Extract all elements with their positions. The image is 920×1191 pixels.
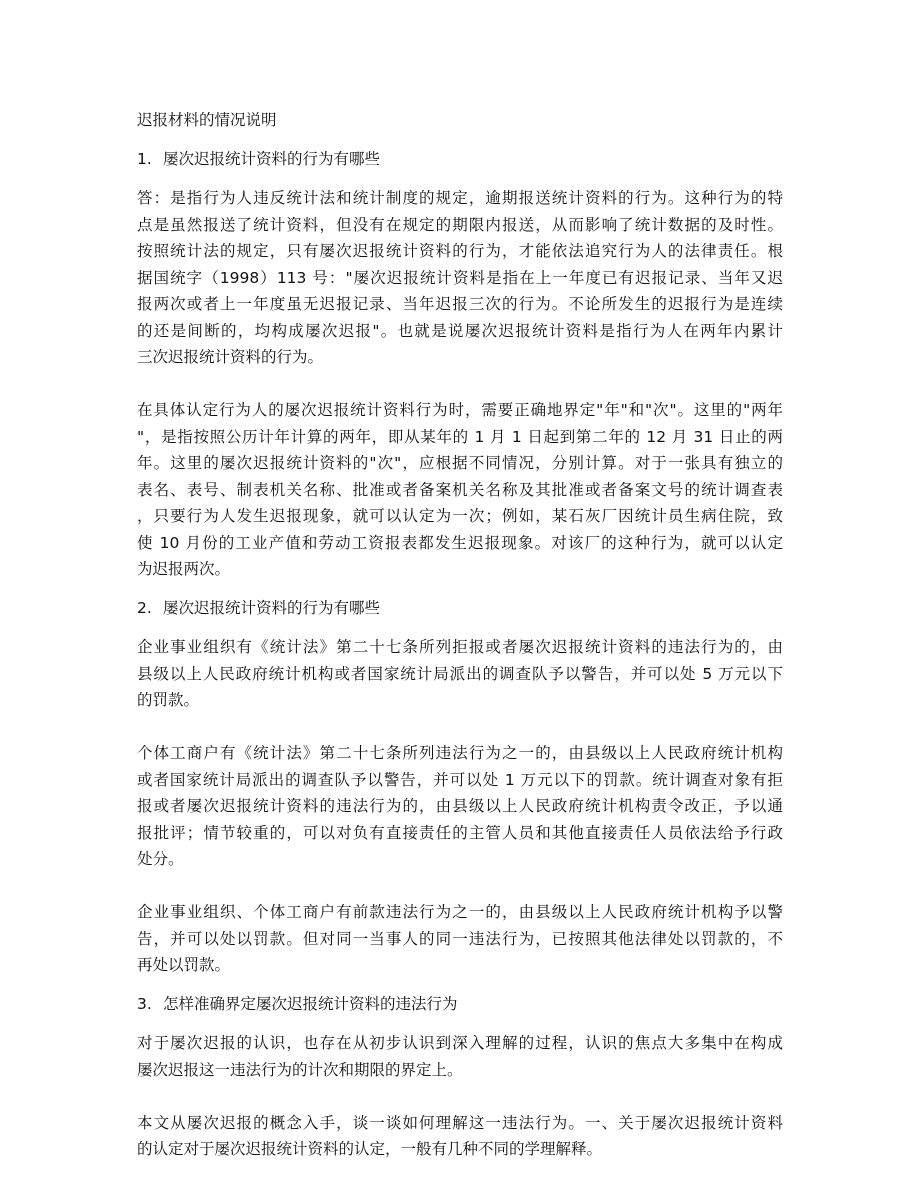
paragraph-line: 报或者屡次迟报统计资料的违法行为的，由县级以上人民政府统计机构责令改正，予以通 [137,797,783,815]
paragraph-line: 报两次或者上一年度虽无迟报记录、当年迟报三次的行为。不论所发生的迟报行为是连续 [137,295,783,313]
paragraph-line: 报批评；情节较重的，可以对负有直接责任的主管人员和其他直接责任人员依法给予行政 [137,823,783,842]
paragraph-line: 企业事业组织、个体工商户有前款违法行为之一的，由县级以上人民政府统计机构予以警 [137,903,783,921]
paragraph-line: 个体工商户有《统计法》第二十七条所列违法行为之一的，由县级以上人民政府统计机构 [137,744,783,762]
heading-number: 1. [137,150,152,168]
paragraph [137,899,783,979]
heading-text: 屡次迟报统计资料的行为有哪些 [163,599,381,617]
paragraph [137,185,783,371]
paragraph-line: 对于屡次迟报的认识，也存在从初步认识到深入理解的过程，认识的焦点大多集中在构成 [137,1034,783,1052]
paragraph-line: 的罚款。 [137,691,200,709]
paragraph-line: 企业事业组织有《统计法》第二十七条所列拒报或者屡次迟报统计资料的违法行为的，由 [137,638,783,656]
paragraph-line: 表名、表号、制表机关名称、批准或者备案机关名称及其批准或者备案文号的统计调查表 [137,480,783,499]
paragraph [137,1110,783,1163]
document-body [137,107,783,1175]
paragraph-line: 本文从屡次迟报的概念入手，谈一谈如何理解这一违法行为。一、关于屡次迟报统计资料 [137,1113,783,1132]
section-heading [137,146,783,173]
paragraph-line: 按照统计法的规定，只有屡次迟报统计资料的行为，才能依法追究行为人的法律责任。根 [137,242,783,260]
paragraph-line: 年。这里的屡次迟报统计资料的"次"，应根据不同情况，分别计算。对于一张具有独立的 [137,454,783,472]
paragraph [137,1030,783,1083]
paragraph-line: 或者国家统计局派出的调查队予以警告，并可以处 1 万元以下的罚款。统计调查对象有拒 [137,770,783,789]
section-heading [137,595,783,622]
paragraph-line: 在具体认定行为人的屡次迟报统计资料行为时，需要正确地界定"年"和"次"。这里的"两年 [137,401,783,419]
document-title: 迟报材料的情况说明 [137,111,277,129]
paragraph-line: 再处以罚款。 [137,956,231,974]
paragraph-line: 使 10 月份的工业产值和劳动工资报表都发生迟报现象。对该厂的这种行为，就可以认定 [137,533,783,552]
paragraph-line: 三次迟报统计资料的行为。 [137,348,324,366]
paragraph-line: 的还是间断的，均构成屡次迟报"。也就是说屡次迟报统计资料是指行为人在两年内累计 [137,321,783,340]
paragraph-line: 点是虽然报送了统计资料，但没有在规定的期限内报送，从而影响了统计数据的及时性。 [137,215,783,234]
paragraph-line: 为迟报两次。 [137,560,231,578]
heading-text: 屡次迟报统计资料的行为有哪些 [163,150,381,168]
paragraph [137,397,783,583]
heading-line [137,146,783,173]
paragraph-line: 屡次迟报这一违法行为的计次和期限的界定上。 [137,1060,463,1079]
paragraph-line: 的认定对于屡次迟报统计资料的认定，一般有几种不同的学理解释。 [137,1140,603,1158]
paragraph-line: 据国统字（1998）113 号："屡次迟报统计资料是指在上一年度已有迟报记录、当年又迟 [137,268,783,287]
heading-number: 2. [137,599,152,617]
paragraph-line: 县级以上人民政府统计机构或者国家统计局派出的调查队予以警告，并可以处 5 万元以下 [137,664,783,683]
paragraph-line: 处分。 [137,850,184,868]
paragraph [137,740,783,873]
heading-number: 3. [137,995,152,1013]
section-heading [137,991,783,1018]
paragraph [137,634,783,714]
paragraph-line: 答：是指行为人违反统计法和统计制度的规定，逾期报送统计资料的行为。这种行为的特 [137,189,783,207]
paragraph-line: ，只要行为人发生迟报现象，就可以认定为一次；例如，某石灰厂因统计员生病住院，致 [137,507,783,525]
heading-line [137,991,783,1018]
heading-line [137,595,783,622]
paragraph-line: 告，并可以处以罚款。但对同一当事人的同一违法行为，已按照其他法律处以罚款的，不 [137,929,783,948]
heading-text: 怎样准确界定屡次迟报统计资料的违法行为 [163,995,458,1013]
paragraph-line: "，是指按照公历计年计算的两年，即从某年的 1 月 1 日起到第二年的 12 月 31 日止的两 [137,427,783,446]
